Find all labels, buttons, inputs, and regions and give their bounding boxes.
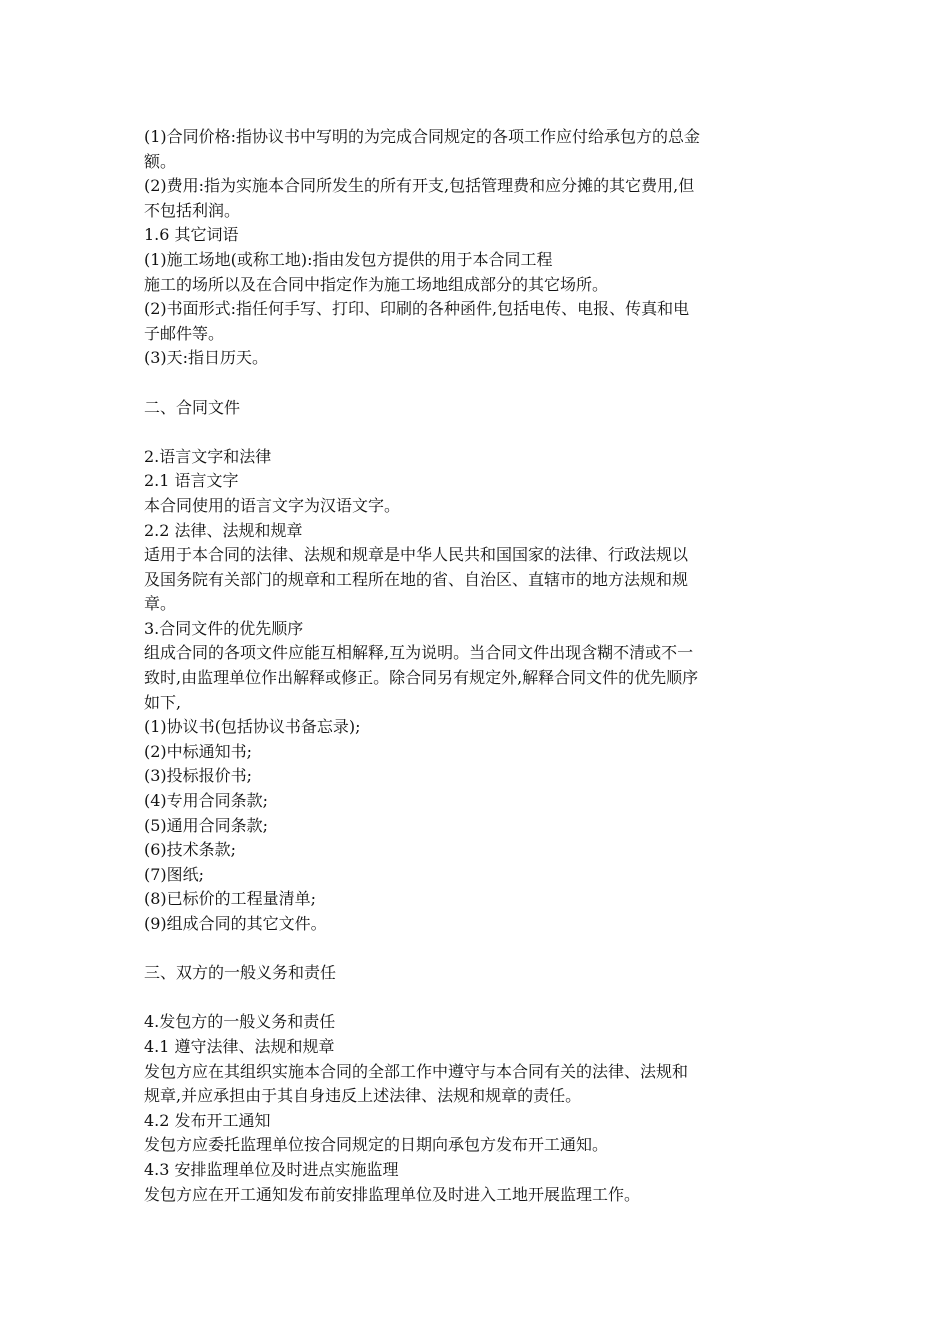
blank-line: [144, 937, 810, 962]
text-line: 发包方应在开工通知发布前安排监理单位及时进入工地开展监理工作。: [144, 1184, 641, 1204]
list-item: (1)协议书(包括协议书备忘录);: [144, 717, 361, 737]
section-heading: 2.1 语言文字: [144, 471, 239, 491]
blank-line: [144, 420, 810, 445]
text-line: 额。: [144, 151, 177, 171]
list-item: (6)技术条款;: [144, 840, 237, 860]
list-item: (4)专用合同条款;: [144, 791, 269, 811]
section-heading: 2.语言文字和法律: [144, 446, 272, 466]
section-heading: 1.6 其它词语: [144, 225, 239, 245]
chapter-heading: 二、合同文件: [144, 397, 241, 417]
text-line: (3)天:指日历天。: [144, 348, 269, 368]
text-line: 适用于本合同的法律、法规和规章是中华人民共和国国家的法律、行政法规以: [144, 545, 689, 565]
text-line: 子邮件等。: [144, 323, 225, 343]
text-line: 致时,由监理单位作出解释或修正。除合同另有规定外,解释合同文件的优先顺序: [144, 668, 699, 688]
text-line: 本合同使用的语言文字为汉语文字。: [144, 495, 401, 515]
blank-line: [144, 986, 810, 1011]
section-heading: 4.发包方的一般义务和责任: [144, 1012, 336, 1032]
text-line: (2)书面形式:指任何手写、打印、印刷的各种函件,包括电传、电报、传真和电: [144, 299, 690, 319]
text-line: (2)费用:指为实施本合同所发生的所有开支,包括管理费和应分摊的其它费用,但: [144, 176, 695, 196]
section-heading: 4.1 遵守法律、法规和规章: [144, 1036, 335, 1056]
text-line: 发包方应委托监理单位按合同规定的日期向承包方发布开工通知。: [144, 1135, 609, 1155]
text-line: (1)施工场地(或称工地):指由发包方提供的用于本合同工程: [144, 249, 553, 269]
text-line: 章。: [144, 594, 177, 614]
section-heading: 4.2 发布开工通知: [144, 1110, 271, 1130]
section-heading: 3.合同文件的优先顺序: [144, 618, 304, 638]
text-line: 不包括利润。: [144, 200, 241, 220]
text-line: (1)合同价格:指协议书中写明的为完成合同规定的各项工作应付给承包方的总金: [144, 127, 701, 146]
section-heading: 4.3 安排监理单位及时进点实施监理: [144, 1159, 399, 1179]
text-line: 发包方应在其组织实施本合同的全部工作中遵守与本合同有关的法律、法规和: [144, 1061, 689, 1081]
document-body: [144, 125, 810, 1207]
text-line: 如下,: [144, 692, 182, 712]
list-item: (5)通用合同条款;: [144, 815, 269, 835]
section-heading: 2.2 法律、法规和规章: [144, 520, 303, 540]
text-line: 组成合同的各项文件应能互相解释,互为说明。当合同文件出现含糊不清或不一: [144, 643, 694, 663]
list-item: (7)图纸;: [144, 864, 205, 884]
list-item: (3)投标报价书;: [144, 766, 253, 786]
text-line: 规章,并应承担由于其自身违反上述法律、法规和规章的责任。: [144, 1086, 582, 1106]
list-item: (9)组成合同的其它文件。: [144, 914, 327, 933]
list-item: (2)中标通知书;: [144, 741, 253, 761]
text-line: 施工的场所以及在合同中指定作为施工场地组成部分的其它场所。: [144, 274, 609, 294]
text-line: 及国务院有关部门的规章和工程所在地的省、自治区、直辖市的地方法规和规: [144, 569, 689, 589]
list-item: (8)已标价的工程量清单;: [144, 889, 317, 909]
blank-line: [144, 371, 810, 396]
chapter-heading: 三、双方的一般义务和责任: [144, 963, 337, 983]
